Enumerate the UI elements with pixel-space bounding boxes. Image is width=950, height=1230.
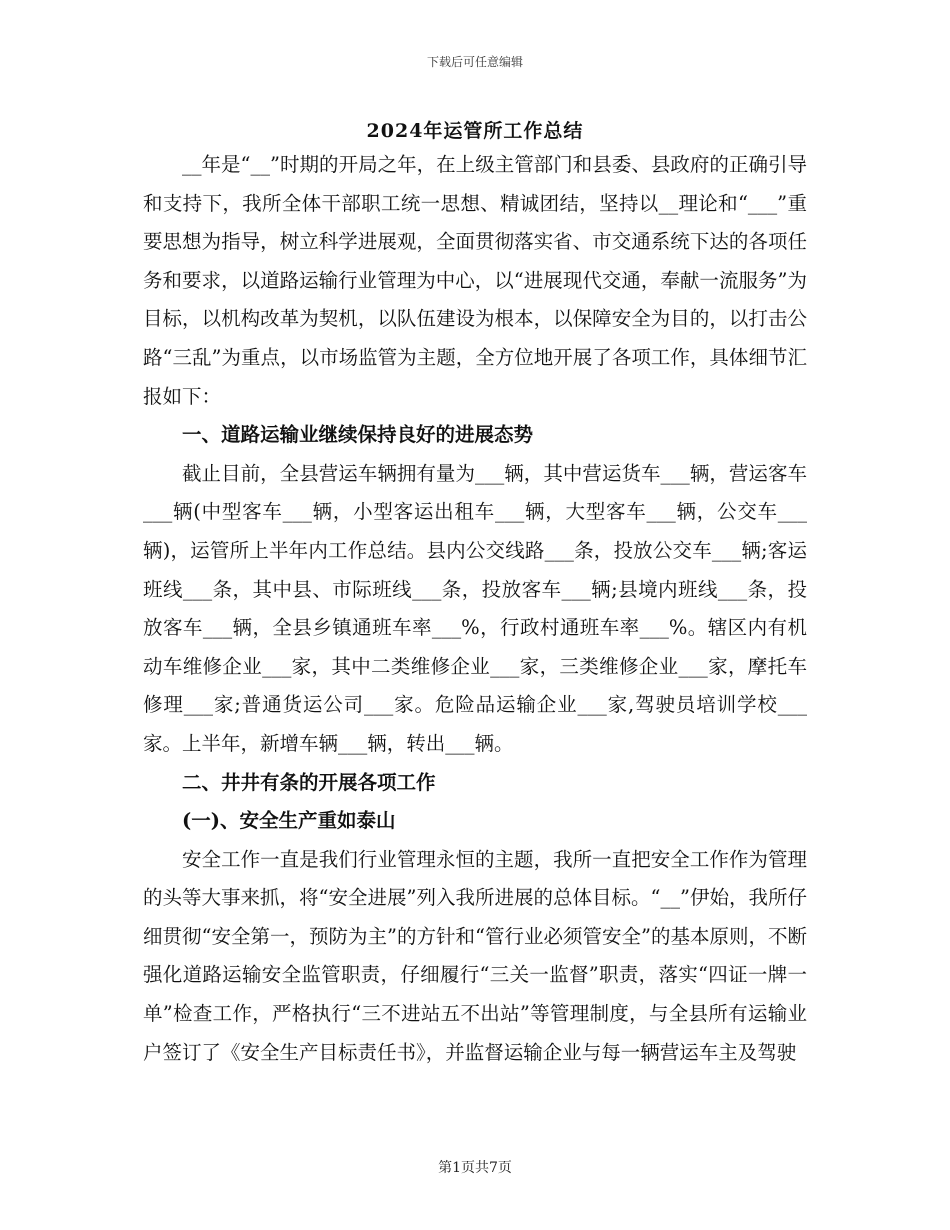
intro-paragraph: __年是“__”时期的开局之年，在上级主管部门和县委、县政府的正确引导和支持下，我所全体干部职工统一思想、精诚团结，坚持以__理论和“___”重要思想为指导，树立科学进展观，全面贯彻落实省、市交通系统下达的各项任务和要求，以道路运输行业管理为中心，以“进展现代交通，奉献一流服务”为目标，以机构改革为契机，以队伍建设为根本，以保障安全为目的，以打击公路“三乱”为重点，以市场监管为主题，全方位地开展了各项工作，具体细节汇报如下： bbox=[143, 153, 807, 408]
section-1-paragraph: 截止目前，全县营运车辆拥有量为___辆，其中营运货车___辆，营运客车___辆(中型客车___辆，小型客运出租车___辆，大型客车___辆，公交车___辆)，运管所上半年内工作总结。县内公交线路___条，投放公交车___辆;客运班线___条，其中县、市际班线___条，投放客车___辆;县境内班线___条，投放客车___辆，全县乡镇通班车率___%，行政村通班车率___%。辖区内有机动车维修企业___家，其中二类维修企业___家，三类维修企业___家，摩托车修理___家;普通货运公司___家。危险品运输企业___家,驾驶员培训学校___家。上半年，新增车辆___辆，转出___辆。 bbox=[143, 461, 807, 755]
section-heading-2: 二、井井有条的开展各项工作 bbox=[182, 770, 436, 794]
section-heading-1: 一、道路运输业继续保持良好的进展态势 bbox=[182, 423, 534, 447]
page-footer: 第1页共7页 bbox=[438, 1160, 512, 1176]
subsection-1-paragraph: 安全工作一直是我们行业管理永恒的主题，我所一直把安全工作作为管理的头等大事来抓，将“安全进展”列入我所进展的总体目标。“__”伊始，我所仔细贯彻“安全第一，预防为主”的方针和“管行业必须管安全”的基本原则，不断强化道路运输安全监管职责，仔细履行“三关一监督”职责，落实“四证一牌一单”检查工作，严格执行“三不进站五不出站”等管理制度，与全县所有运输业户签订了《安全生产目标责任书》，并监督运输企业与每一辆营运车主及驾驶 bbox=[143, 847, 807, 1064]
document-title: 2024年运管所工作总结 bbox=[366, 120, 584, 142]
subsection-heading-1: (一)、安全生产重如泰山 bbox=[182, 809, 396, 833]
page-header: 下载后可任意编辑 bbox=[426, 55, 523, 69]
document-body bbox=[143, 146, 807, 1072]
